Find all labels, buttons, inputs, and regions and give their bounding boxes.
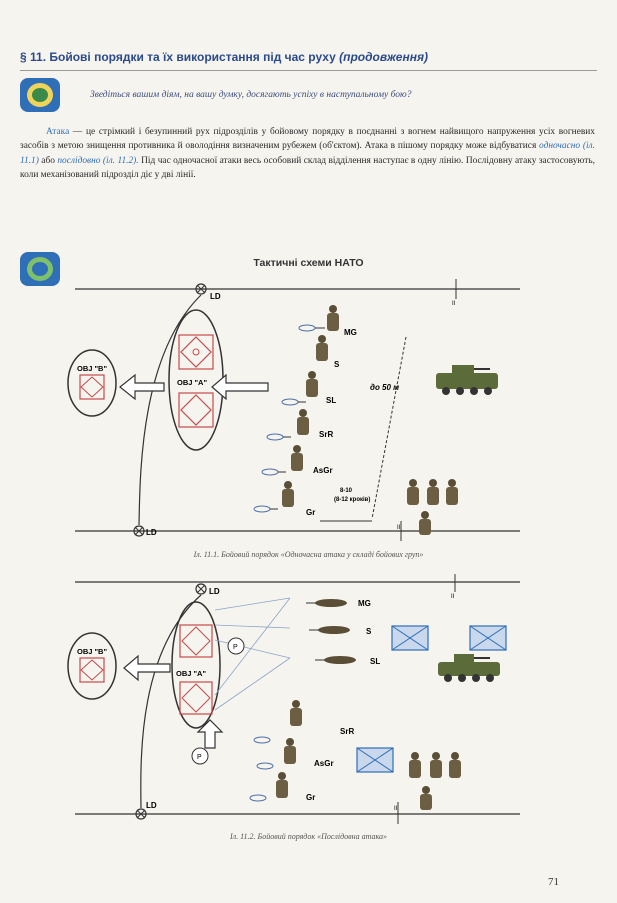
ld-label-bottom: LD bbox=[146, 528, 157, 537]
role-gr: Gr bbox=[306, 793, 316, 802]
role-srr: SrR bbox=[319, 430, 334, 439]
phase-marker-top bbox=[451, 574, 455, 600]
title-divider bbox=[20, 70, 597, 71]
section-title-continued: (продовження) bbox=[339, 50, 429, 64]
soldier-srr bbox=[267, 409, 309, 440]
role-mg: MG bbox=[358, 599, 371, 608]
line-of-departure bbox=[139, 295, 201, 525]
diagram-simultaneous-attack bbox=[0, 270, 617, 550]
svg-text:P: P bbox=[233, 644, 238, 651]
apc-vehicle bbox=[436, 365, 498, 395]
page-number: 71 bbox=[548, 876, 559, 888]
role-asgr: AsGr bbox=[314, 759, 334, 768]
marker-p-bottom bbox=[192, 748, 208, 764]
objective-a-label: OBJ "A" bbox=[177, 378, 208, 387]
squad-box-2 bbox=[470, 626, 506, 650]
prone-soldier-s bbox=[309, 626, 350, 634]
advance-arrow-b bbox=[120, 375, 164, 399]
svg-text:II: II bbox=[452, 301, 456, 307]
svg-text:P: P bbox=[197, 754, 202, 761]
marker-p-top bbox=[228, 638, 244, 654]
soldier-s bbox=[316, 335, 328, 361]
objective-a-label: OBJ "A" bbox=[176, 669, 207, 678]
role-s: S bbox=[366, 627, 372, 636]
paragraph-text-3: Під час одночасної атаки весь особовий склад відділення наступає в одну лінію. Послідовну атаку застосовують, коли механізований підрозділ діє у дві лінії. bbox=[20, 155, 596, 181]
apc-vehicle bbox=[438, 654, 500, 682]
objective-b-label: OBJ "B" bbox=[77, 647, 108, 656]
role-srr: SrR bbox=[340, 727, 355, 736]
figure-caption-11-2: Іл. 11.2. Бойовий порядок «Послідовна атака» bbox=[229, 832, 388, 841]
role-sl: SL bbox=[370, 657, 381, 666]
role-asgr: AsGr bbox=[313, 466, 333, 475]
dismounted-team-1 bbox=[407, 479, 458, 535]
svg-text:II: II bbox=[397, 525, 401, 531]
role-mg: MG bbox=[344, 328, 357, 337]
phase-marker-top bbox=[452, 279, 456, 307]
svg-text:II: II bbox=[451, 594, 455, 600]
ld-label-top: LD bbox=[209, 587, 220, 596]
soldier-sl bbox=[282, 371, 318, 405]
body-paragraph bbox=[20, 125, 595, 183]
section-title-text: § 11. Бойові порядки та їх використання під час руху bbox=[20, 50, 336, 64]
objective-a-boundary bbox=[172, 602, 220, 728]
distance-label: до 50 м bbox=[370, 383, 400, 392]
ld-label-bottom: LD bbox=[146, 801, 157, 810]
prone-soldier-sl bbox=[315, 656, 356, 664]
dismounted-team-2 bbox=[409, 752, 461, 810]
section-title bbox=[20, 50, 600, 64]
objective-b-boundary bbox=[68, 633, 116, 699]
diagram-sequential-attack bbox=[0, 570, 617, 830]
figure-link-11-2[interactable]: послідовно (іл. 11.2). bbox=[57, 155, 139, 166]
svg-text:II: II bbox=[394, 806, 398, 812]
squad-box-3 bbox=[357, 748, 393, 772]
paragraph-text-1: — це стрімкий і безупинний рух підрозділів у бойовому порядку в поєднанні з вогнем найвищого напруження усіх вогневих засобів з метою знищення противника й оволодіння визначеним рубежем (об'єктом). Атака в пішому порядку може відбуватися bbox=[20, 127, 595, 152]
soldier-gr bbox=[254, 481, 294, 512]
paragraph-text-2: або bbox=[38, 155, 58, 166]
objective-b-label: OBJ "B" bbox=[77, 364, 108, 373]
objective-b-boundary bbox=[68, 350, 116, 416]
soldier-asgr bbox=[262, 445, 303, 475]
soldier-mg bbox=[299, 305, 339, 331]
line-of-departure bbox=[141, 595, 201, 808]
phase-marker-bottom bbox=[394, 802, 398, 824]
fire-sector-lines bbox=[215, 598, 290, 710]
ld-label-top: LD bbox=[210, 292, 221, 301]
discussion-question: Зведіться вашим діям, на вашу думку, досягають успіху в наступальному бою? bbox=[90, 90, 412, 100]
advance-arrow-b bbox=[124, 656, 170, 680]
role-sl: SL bbox=[326, 396, 337, 405]
advance-arrow-a bbox=[212, 375, 268, 399]
prone-soldier-mg bbox=[306, 599, 347, 607]
spacing-label: (8-12 кроків) bbox=[334, 497, 371, 503]
distance-line bbox=[372, 337, 406, 519]
scheme-title: Тактичні схеми НАТО bbox=[253, 257, 364, 269]
term-attack: Атака bbox=[46, 127, 70, 137]
role-s: S bbox=[334, 360, 340, 369]
advance-arrow-up bbox=[198, 720, 222, 748]
role-gr: Gr bbox=[306, 508, 316, 517]
soldier-gr bbox=[250, 772, 288, 801]
figure-link-11-1[interactable]: одночасно (іл. 11.1) bbox=[20, 141, 595, 166]
spacing-short: 8-10 bbox=[340, 488, 353, 494]
figure-caption-11-1: Іл. 11.1. Бойовий порядок «Одночасна атака у складі бойових груп» bbox=[193, 550, 424, 559]
thinking-lamp-icon bbox=[20, 78, 60, 112]
squad-box-1 bbox=[392, 626, 428, 650]
soldier-srr bbox=[254, 700, 302, 743]
